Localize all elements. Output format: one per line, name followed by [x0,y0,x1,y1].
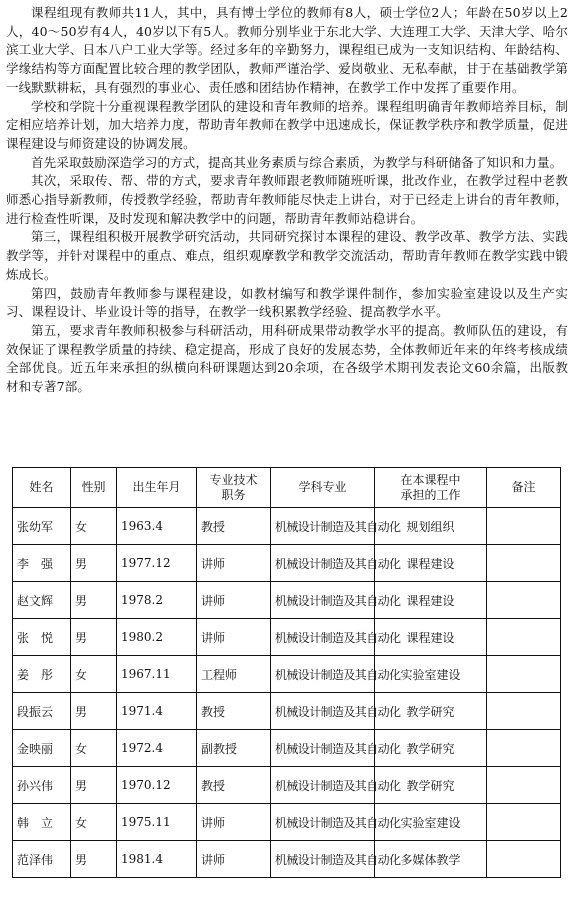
cell-remark [487,693,561,730]
cell-gender: 女 [71,804,117,841]
cell-work: 实验室建设 [375,804,487,841]
paragraph-team-building: 学校和学院十分重视课程教学团队的建设和青年教师的培养。课程组明确青年教师培养目标，制定相应培养计划，加大培养力度，帮助青年教师在教学中迅速成长，保证教学秩序和教学质量，促进课程建设与师资建设的协调发展。 [6,98,568,151]
cell-gender: 男 [71,619,117,656]
cell-title: 讲师 [197,804,271,841]
header-work-line2: 承担的工作 [400,487,461,502]
cell-title: 教授 [197,508,271,545]
cell-remark [487,730,561,767]
cell-major: 机械设计制造及其自动化 [271,619,375,656]
cell-remark [487,804,561,841]
document-page [6,4,568,397]
cell-major: 机械设计制造及其自动化 [271,545,375,582]
cell-birth: 1975.11 [117,804,197,841]
cell-birth: 1967.11 [117,656,197,693]
paragraph-fifth-measure: 第五，要求青年教师积极参与科研活动，用科研成果带动教学水平的提高。教师队伍的建设，有效保证了课程教学质量的持续、稳定提高，形成了良好的发展态势，全体教师近年来的年终考核成绩全部优良。近五年来承担的纵横向科研课题达到20余项，在各级学术期刊发表论文60余篇，出版教材和专著7部。 [6,322,568,395]
staff-table [12,467,561,878]
header-gender: 性别 [71,468,117,508]
cell-work: 课程建设 [375,582,487,619]
cell-major: 机械设计制造及其自动化 [271,767,375,804]
cell-work: 教学研究 [375,767,487,804]
header-remark: 备注 [487,468,561,508]
cell-gender: 男 [71,767,117,804]
header-name: 姓名 [13,468,71,508]
cell-title: 讲师 [197,582,271,619]
table-row [13,619,561,656]
cell-gender: 男 [71,841,117,878]
cell-name: 张 悦 [13,619,71,656]
paragraph-first-measure: 首先采取鼓励深造学习的方式，提高其业务素质与综合素质，为教学与科研储备了知识和力量。 [31,154,563,170]
cell-major: 机械设计制造及其自动化 [271,730,375,767]
paragraph-third-measure: 第三，课程组积极开展教学研究活动，共同研究探讨本课程的建设、教学改革、教学方法、实践教学等，并针对课程中的重点、难点，组织观摩教学和教学交流活动，帮助青年教师在教学实践中锻炼成长。 [6,229,568,282]
cell-remark [487,841,561,878]
cell-title: 工程师 [197,656,271,693]
cell-major: 机械设计制造及其自动化 [271,804,375,841]
cell-gender: 女 [71,508,117,545]
cell-birth: 1970.12 [117,767,197,804]
cell-name: 孙兴伟 [13,767,71,804]
cell-birth: 1977.12 [117,545,197,582]
staff-table-body [13,508,561,878]
cell-birth: 1971.4 [117,693,197,730]
cell-work: 教学研究 [375,693,487,730]
cell-remark [487,508,561,545]
cell-work: 多媒体教学 [375,841,487,878]
cell-name: 韩 立 [13,804,71,841]
cell-name: 姜 彤 [13,656,71,693]
cell-name: 范泽伟 [13,841,71,878]
cell-birth: 1972.4 [117,730,197,767]
cell-birth: 1978.2 [117,582,197,619]
cell-title: 教授 [197,767,271,804]
cell-name: 赵文辉 [13,582,71,619]
table-header-row [13,468,561,508]
paragraph-fourth-measure: 第四，鼓励青年教师参与课程建设，如教材编写和教学课件制作，参加实验室建设以及生产实习、课程设计、毕业设计等的指导，在教学一线积累教学经验、提高教学水平。 [6,285,568,320]
cell-title: 副教授 [197,730,271,767]
table-row [13,693,561,730]
paragraph-staff-overview: 课程组现有教师共11人，其中，具有博士学位的教师有8人，硕士学位2人；年龄在50岁以上2人，40～50岁有4人，40岁以下有5人。教师分别毕业于东北大学、大连理工大学、天津大学、哈尔滨工业大学、日本八户工业大学等。经过多年的辛勤努力，课程组已成为一支知识结构、年龄结构、学缘结构等方面配置比较合理的教学团队，教师严谨治学、爱岗敬业、无私奉献，甘于在基础教学第一线默默耕耘，具有强烈的事业心、责任感和团结协作精神，在教学工作中发挥了重要作用。 [6,5,568,95]
header-title [197,468,271,508]
cell-name: 金映丽 [13,730,71,767]
header-work [375,468,487,508]
cell-name: 李 强 [13,545,71,582]
paragraph-second-measure: 其次，采取传、帮、带的方式，要求青年教师跟老教师随班听课，批改作业，在教学过程中老教师悉心指导新教师，传授教学经验，帮助青年教师能尽快走上讲台，对于已经走上讲台的青年教师，进行检查性听课，及时发现和解决教学中的问题，帮助青年教师站稳讲台。 [6,173,568,226]
table-row [13,656,561,693]
cell-name: 张幼军 [13,508,71,545]
cell-major: 机械设计制造及其自动化 [271,841,375,878]
cell-major: 机械设计制造及其自动化 [271,693,375,730]
cell-major: 机械设计制造及其自动化 [271,508,375,545]
cell-birth: 1981.4 [117,841,197,878]
cell-gender: 女 [71,730,117,767]
table-row [13,508,561,545]
cell-major: 机械设计制造及其自动化 [271,656,375,693]
cell-gender: 男 [71,545,117,582]
cell-remark [487,767,561,804]
cell-birth: 1980.2 [117,619,197,656]
cell-work: 实验室建设 [375,656,487,693]
cell-title: 讲师 [197,545,271,582]
table-row [13,730,561,767]
table-row [13,582,561,619]
cell-remark [487,582,561,619]
cell-work: 课程建设 [375,545,487,582]
cell-remark [487,545,561,582]
cell-work: 教学研究 [375,730,487,767]
header-title-line2: 职务 [221,487,246,502]
cell-major: 机械设计制造及其自动化 [271,582,375,619]
header-title-line1: 专业技术 [209,472,258,487]
cell-gender: 男 [71,693,117,730]
cell-gender: 男 [71,582,117,619]
table-row [13,767,561,804]
table-row [13,841,561,878]
header-work-line1: 在本课程中 [400,472,461,487]
cell-work: 课程建设 [375,619,487,656]
table-row [13,545,561,582]
cell-birth: 1963.4 [117,508,197,545]
cell-title: 讲师 [197,619,271,656]
cell-title: 讲师 [197,841,271,878]
cell-remark [487,656,561,693]
cell-remark [487,619,561,656]
cell-work: 规划组织 [375,508,487,545]
header-major: 学科专业 [271,468,375,508]
cell-gender: 女 [71,656,117,693]
table-row [13,804,561,841]
header-birth: 出生年月 [117,468,197,508]
cell-name: 段振云 [13,693,71,730]
cell-title: 教授 [197,693,271,730]
